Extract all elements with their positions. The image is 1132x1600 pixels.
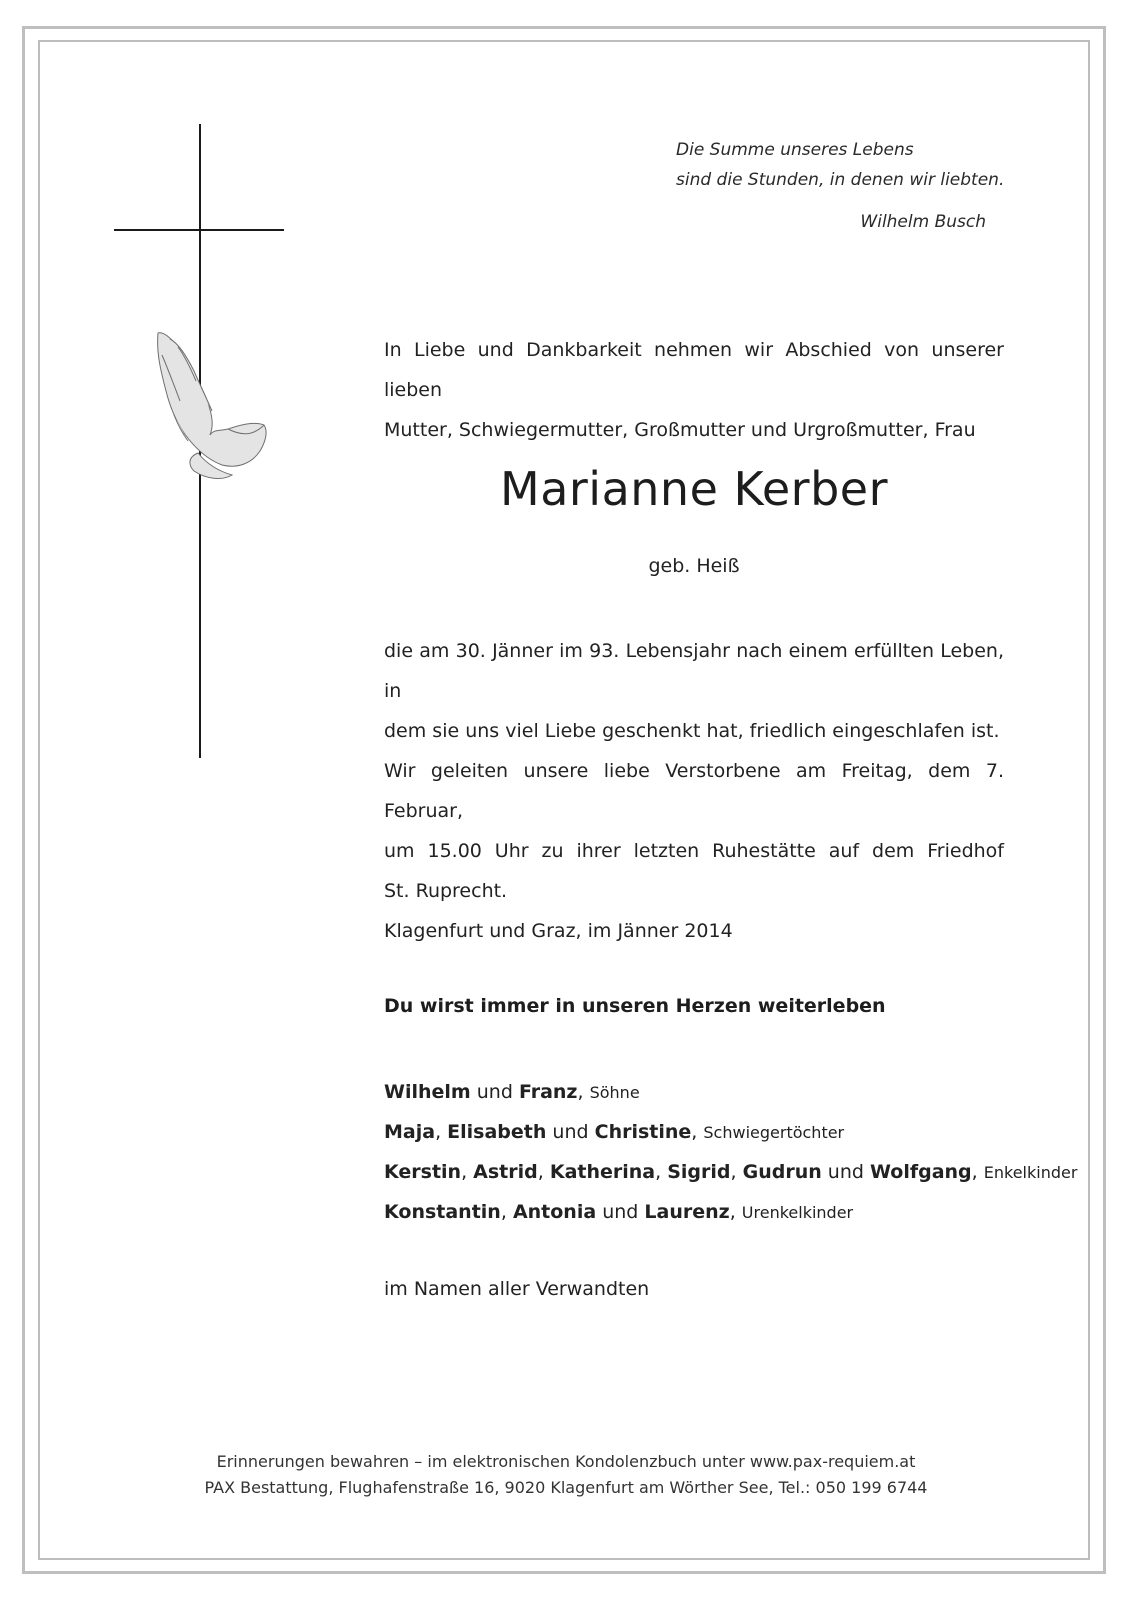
family-role: Schwiegertöchter — [703, 1123, 845, 1142]
family-role: Urenkelkinder — [741, 1203, 854, 1222]
family-role: Söhne — [589, 1083, 640, 1102]
family-row-daughters-in-law: Maja, Elisabeth und Christine, Schwiegertöchter — [384, 1121, 845, 1143]
family-name: Gudrun — [742, 1161, 822, 1183]
closing-text: im Namen aller Verwandten — [384, 1278, 650, 1300]
funeral-line-2: um 15.00 Uhr zu ihrer letzten Ruhestätte auf dem Friedhof — [384, 840, 1004, 862]
family-name: Wolfgang — [870, 1161, 972, 1183]
family-name: Franz — [518, 1081, 578, 1103]
motto: Du wirst immer in unseren Herzen weiterleben — [384, 995, 886, 1017]
family-name: Katherina — [549, 1161, 656, 1183]
intro-text — [384, 330, 1004, 450]
family-name: Elisabeth — [447, 1121, 547, 1143]
intro-line-2: Mutter, Schwiegermutter, Großmutter und Urgroßmutter, Frau — [384, 419, 976, 441]
family-name: Sigrid — [667, 1161, 731, 1183]
funeral-line-1: Wir geleiten unsere liebe Verstorbene am Freitag, dem 7. Februar, — [384, 760, 1004, 822]
funeral-text — [384, 751, 1004, 911]
family-name: Wilhelm — [384, 1081, 471, 1103]
family-name: Maja — [384, 1121, 436, 1143]
death-line-2: dem sie uns viel Liebe geschenkt hat, friedlich eingeschlafen ist. — [384, 720, 1000, 742]
cross-bar — [114, 229, 284, 231]
death-line-1: die am 30. Jänner im 93. Lebensjahr nach einem erfüllten Leben, in — [384, 640, 1004, 702]
family-name: Christine — [594, 1121, 692, 1143]
death-text — [384, 631, 1004, 751]
family-role: Enkelkinder — [983, 1163, 1078, 1182]
family-row-great-grandchildren: Konstantin, Antonia und Laurenz, Urenkelkinder — [384, 1201, 854, 1223]
birth-name: geb. Heiß — [648, 555, 740, 577]
footer-line-2: PAX Bestattung, Flughafenstraße 16, 9020 Klagenfurt am Wörther See, Tel.: 050 199 6744 — [204, 1478, 928, 1497]
family-name: Konstantin — [384, 1201, 501, 1223]
quote — [676, 135, 1004, 195]
quote-line-1: Die Summe unseres Lebens — [676, 140, 914, 160]
family-row-sons: Wilhelm und Franz, Söhne — [384, 1081, 640, 1103]
praying-hands-icon — [148, 325, 273, 485]
family-row-grandchildren: Kerstin, Astrid, Katherina, Sigrid, Gudrun und Wolfgang, Enkelkinder — [384, 1161, 1078, 1183]
family-name: Antonia — [512, 1201, 597, 1223]
family-name: Laurenz — [644, 1201, 730, 1223]
intro-line-1: In Liebe und Dankbarkeit nehmen wir Abschied von unserer lieben — [384, 339, 1004, 401]
family-name: Kerstin — [384, 1161, 462, 1183]
deceased-name: Marianne Kerber — [500, 462, 888, 516]
place-date: Klagenfurt und Graz, im Jänner 2014 — [384, 920, 733, 942]
quote-author: Wilhelm Busch — [860, 212, 986, 232]
family-name: Astrid — [473, 1161, 538, 1183]
footer-line-1: Erinnerungen bewahren – im elektronischen Kondolenzbuch unter www.pax-requiem.at — [216, 1452, 916, 1471]
quote-line-2: sind die Stunden, in denen wir liebten. — [676, 170, 1005, 190]
funeral-line-3: St. Ruprecht. — [384, 880, 508, 902]
